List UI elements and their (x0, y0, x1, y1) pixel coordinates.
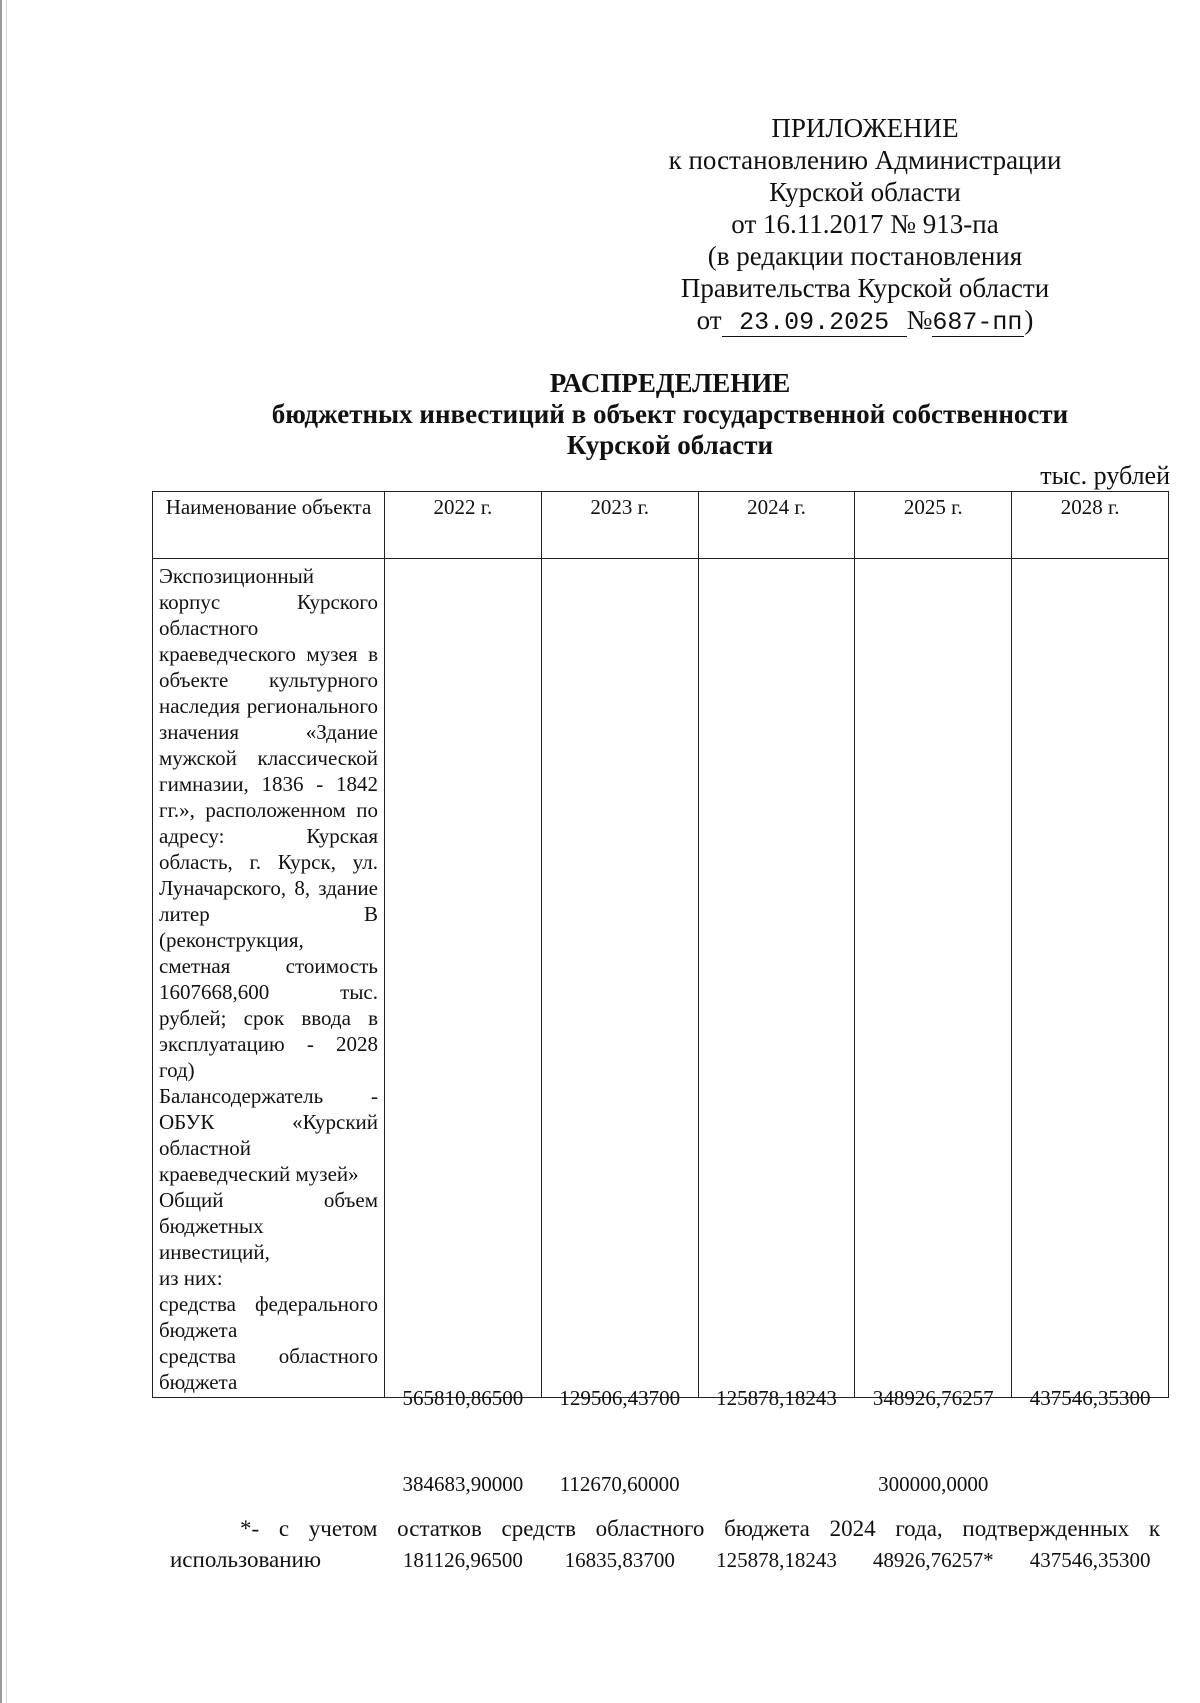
title-line-1: РАСПРЕДЕЛЕНИЕ (549, 368, 791, 398)
regional-2022: 181126,96500 (402, 1548, 523, 1572)
header-year-2028: 2028 г. (1012, 492, 1169, 559)
regional-2024: 125878,18243 (716, 1548, 837, 1572)
row-total-sublabel: из них: (159, 1266, 223, 1290)
total-2024: 125878,18243 (716, 1386, 837, 1410)
total-2025: 348926,76257 (872, 1386, 994, 1410)
number-sign: № (906, 305, 933, 335)
appendix-date-line (560, 304, 1170, 337)
units-label: тыс. рублей (1040, 461, 1170, 490)
table-header-row (153, 492, 1169, 559)
object-description: Экспозиционный корпус Курского областного краеведческого музея в объекте культурного наследия регионального значения «Здание мужской классической гимназии, 1836 - 1842 гг.», расположенном по адресу: Курская область, г. Курск, ул. Луначарского, 8, здание литер В (реконструкция, сметная стоимость 1607668,600 тыс. рублей; срок ввода в эксплуатацию - 2028 год) (159, 564, 378, 1082)
values-2022 (385, 559, 542, 1572)
row-regional-label: средства областного бюджета (159, 1344, 378, 1394)
header-object-name: Наименование объекта (153, 492, 385, 559)
regional-2023: 16835,83700 (564, 1548, 675, 1572)
header-year-2022: 2022 г. (385, 492, 542, 559)
values-2023 (541, 559, 698, 1572)
appendix-header (560, 112, 1170, 337)
values-2025 (855, 559, 1012, 1572)
closing-paren: ) (1024, 305, 1034, 335)
federal-2025: 300000,0000 (878, 1472, 989, 1496)
header-year-2024: 2024 г. (698, 492, 855, 559)
document-title (130, 368, 1200, 461)
appendix-line-5: (в редакции постановления (707, 241, 1023, 271)
appendix-line-4: от 16.11.2017 № 913-па (731, 209, 999, 239)
table-row (153, 559, 1169, 1398)
appendix-title: ПРИЛОЖЕНИЕ (771, 113, 959, 143)
date-value: 23.09.2025 (722, 310, 907, 337)
values-2028 (1012, 559, 1169, 1572)
appendix-line-3: Курской области (769, 177, 961, 207)
object-description-cell (153, 559, 385, 1398)
footnote (170, 1513, 1160, 1575)
federal-2022: 384683,90000 (402, 1472, 524, 1496)
row-total-label: Общий объем бюджетных инвестиций, (159, 1188, 378, 1264)
regional-2028: 437546,35300 (1029, 1548, 1151, 1572)
header-year-2025: 2025 г. (855, 492, 1012, 559)
values-2024 (698, 559, 855, 1572)
date-prefix: от (696, 305, 722, 335)
appendix-line-2: к постановлению Администрации (668, 145, 1062, 175)
regional-2025: 48926,76257* (872, 1548, 994, 1572)
balance-holder: Балансодержатель - ОБУК «Курский областной краеведческий музей» (159, 1084, 378, 1186)
total-2022: 565810,86500 (402, 1386, 524, 1410)
title-line-3: Курской области (566, 430, 774, 460)
header-year-2023: 2023 г. (541, 492, 698, 559)
number-value: 687-пп (932, 308, 1023, 337)
federal-2023: 112670,60000 (559, 1472, 680, 1496)
row-federal-label: средства федерального бюджета (159, 1292, 378, 1342)
title-line-2: бюджетных инвестиций в объект государственной собственности (271, 399, 1069, 429)
appendix-line-6: Правительства Курской области (680, 273, 1050, 303)
footnote-text: *- с учетом остатков средств областного бюджета 2024 года, подтвержденных к использованию (170, 1516, 1160, 1572)
total-2028: 437546,35300 (1029, 1386, 1151, 1410)
scan-edge (0, 0, 2, 1703)
total-2023: 129506,43700 (559, 1386, 681, 1410)
scan-edge-shadow (6, 0, 7, 1703)
